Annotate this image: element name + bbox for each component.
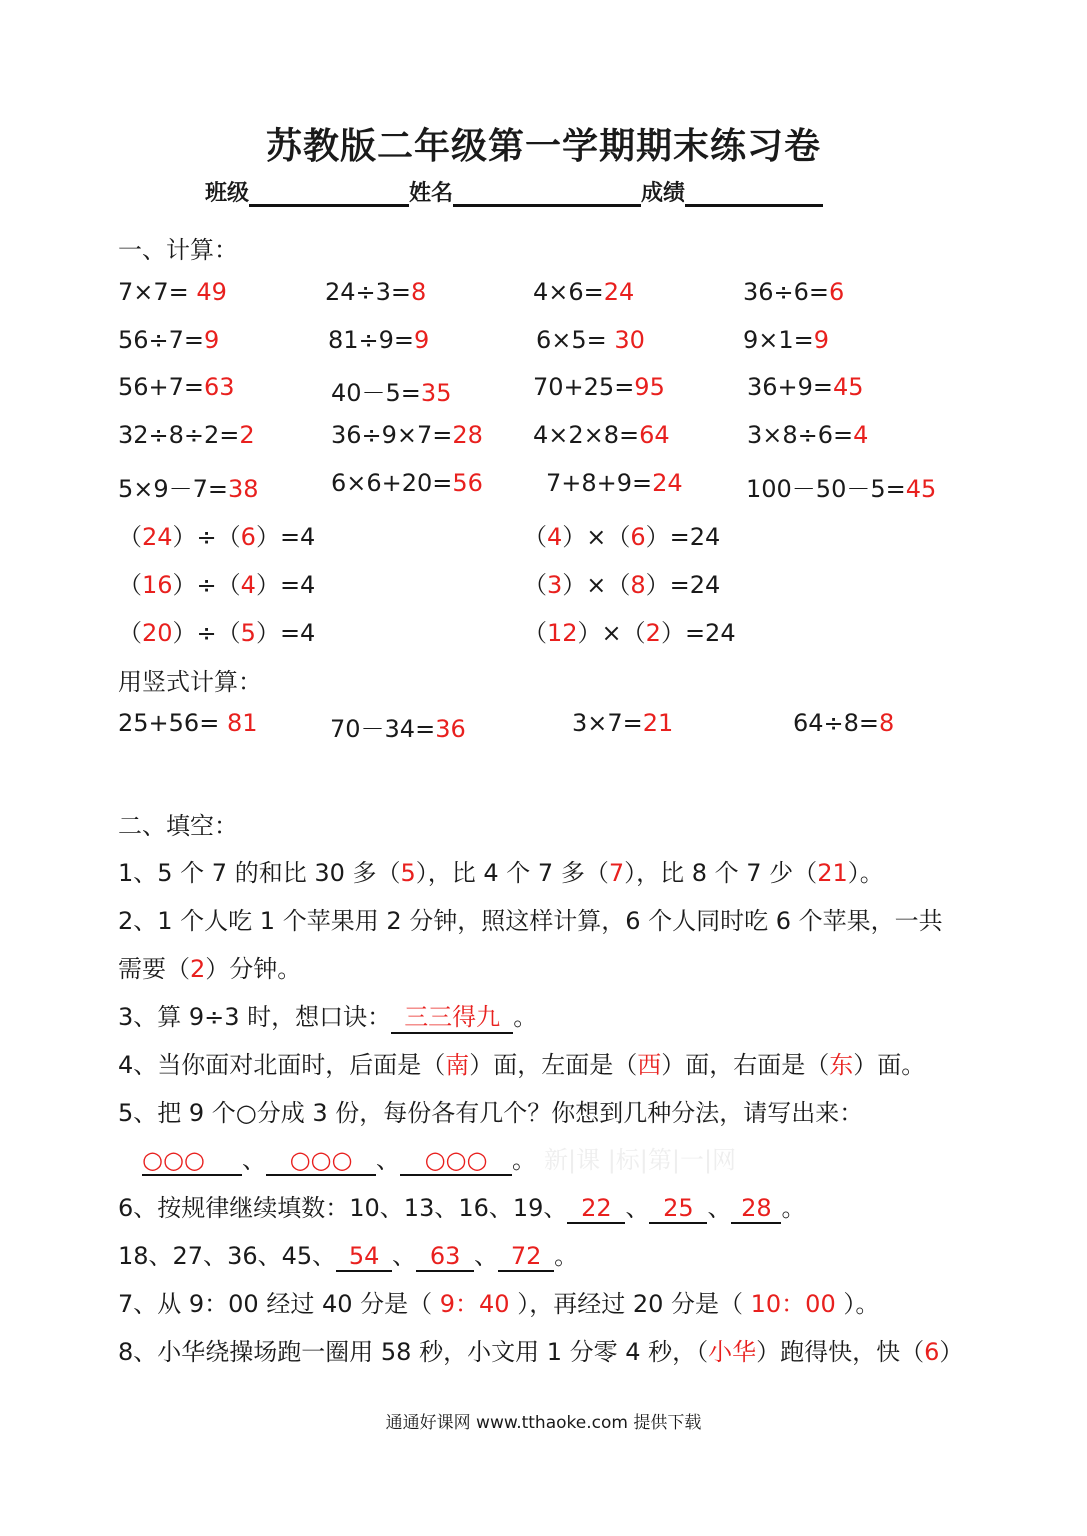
calc-item: 81÷9=9 xyxy=(328,326,430,354)
fill-item: （12）×（2）=24 xyxy=(523,619,736,647)
calc-item: 36÷9×7=28 xyxy=(331,421,483,449)
class-label: 班级 xyxy=(205,180,250,206)
fill-item: （16）÷（4）=4 xyxy=(118,571,316,599)
calc-item: 3×8÷6=4 xyxy=(747,421,869,449)
question-5-line1: 5、把 9 个○分成 3 份，每份各有几个？你想到几种分法，请写出来： xyxy=(118,1099,864,1127)
question-5-answers: ○○○ 、 ○○○ 、 ○○○ 。 xyxy=(142,1146,536,1174)
name-blank xyxy=(453,180,641,207)
calc-item: 100－50－5=45 xyxy=(746,475,937,503)
question-1: 1、5 个 7 的和比 30 多（5），比 4 个 7 多（7），比 8 个 7 少（21）。 xyxy=(118,859,884,887)
calc-item: 4×2×8=64 xyxy=(533,421,670,449)
page-footer: 通通好课网 www.tthaoke.com 提供下载 xyxy=(385,1413,702,1433)
calc-item: 6×6+20=56 xyxy=(331,469,483,497)
watermark-text: 新|课 |标|第|一|网 xyxy=(544,1146,737,1174)
vertical-calc-heading: 用竖式计算： xyxy=(118,668,262,696)
fill-item: （3）×（8）=24 xyxy=(523,571,721,599)
question-8: 8、小华绕操场跑一圈用 58 秒，小文用 1 分零 4 秒，（小华）跑得快，快（6） xyxy=(118,1338,964,1366)
calc-item: 36÷6=6 xyxy=(743,278,845,306)
page-title: 苏教版二年级第一学期期末练习卷 xyxy=(265,125,821,167)
calc-item: 56+7=63 xyxy=(118,373,235,401)
calc-item: 24÷3=8 xyxy=(325,278,427,306)
calc-item: 70+25=95 xyxy=(533,373,665,401)
fill-item: （20）÷（5）=4 xyxy=(118,619,316,647)
fill-item: （4）×（6）=24 xyxy=(523,523,721,551)
calc-item: 4×6=24 xyxy=(533,278,635,306)
vertical-calc-item: 3×7=21 xyxy=(572,709,674,737)
calc-item: 7+8+9=24 xyxy=(546,469,683,497)
calc-item: 56÷7=9 xyxy=(118,326,220,354)
name-label: 姓名 xyxy=(409,180,454,206)
vertical-calc-item: 70－34=36 xyxy=(330,715,466,743)
question-2-line2: 需要（2）分钟。 xyxy=(118,955,302,983)
question-6: 6、按规律继续填数：10、13、16、19、 22 、 25 、 28 。 xyxy=(118,1194,806,1222)
calc-item: 6×5= 30 xyxy=(536,326,645,354)
vertical-calc-item: 25+56= 81 xyxy=(118,709,258,737)
calc-item: 36+9=45 xyxy=(747,373,864,401)
calc-item: 5×9－7=38 xyxy=(118,475,259,503)
class-blank xyxy=(249,180,409,207)
calc-item: 40－5=35 xyxy=(331,379,452,407)
calc-item: 7×7= 49 xyxy=(118,278,227,306)
fill-item: （24）÷（6）=4 xyxy=(118,523,316,551)
score-blank xyxy=(685,180,823,207)
section1-heading: 一、计算： xyxy=(118,236,238,264)
calc-item: 9×1=9 xyxy=(743,326,830,354)
question-4: 4、当你面对北面时，后面是（南）面，左面是（西）面，右面是（东）面。 xyxy=(118,1051,926,1079)
question-7: 7、从 9：00 经过 40 分是（ 9：40 ），再经过 20 分是（ 10：00 ）。 xyxy=(118,1290,880,1318)
question-6b: 18、27、36、45、 54 、 63 、 72 。 xyxy=(118,1242,579,1270)
student-info-header xyxy=(205,176,823,207)
vertical-calc-item: 64÷8=8 xyxy=(793,709,895,737)
calc-item: 32÷8÷2=2 xyxy=(118,421,255,449)
question-3: 3、算 9÷3 时，想口诀： 三三得九 。 xyxy=(118,997,537,1034)
question-2-line1: 2、1 个人吃 1 个苹果用 2 分钟，照这样计算，6 个人同时吃 6 个苹果，一共 xyxy=(118,907,943,935)
section2-heading: 二、填空： xyxy=(118,812,238,840)
score-label: 成绩 xyxy=(641,180,686,206)
